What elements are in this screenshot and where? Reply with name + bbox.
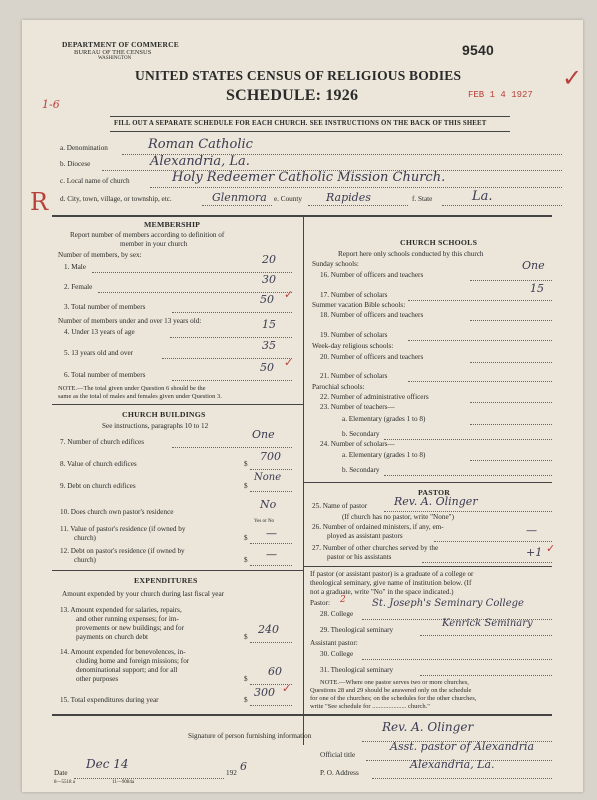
q11-label: 11. Value of pastor's residence (if owned by <box>60 525 186 533</box>
leader-line <box>384 511 552 512</box>
leader-line <box>172 312 292 313</box>
q17-label: 17. Number of scholars <box>320 291 388 299</box>
q1-label: 1. Male <box>64 263 86 271</box>
leader-line <box>420 635 552 636</box>
county-label: e. County <box>274 195 302 203</box>
college-note: If pastor (or assistant pastor) is a graduate of a college or <box>310 570 474 578</box>
census-schedule-form <box>22 20 583 792</box>
assistant-pastor-label: Assistant pastor: <box>310 639 358 647</box>
q15-label: 15. Total expenditures during year <box>60 696 159 704</box>
q23-label: 23. Number of teachers— <box>320 403 395 411</box>
membership-note: same as the total of males and females given under Question 3. <box>58 393 222 400</box>
q3-value: 50 <box>260 293 274 306</box>
q8-value: 700 <box>260 450 281 463</box>
city-field-label: d. City, town, village, or township, etc. <box>60 195 172 203</box>
leader-line <box>434 541 552 542</box>
q22-label: 22. Number of administrative officers <box>320 393 429 401</box>
leader-line <box>250 543 292 544</box>
church-name-label: c. Local name of church <box>60 177 130 185</box>
address-value: Alexandria, La. <box>410 758 495 771</box>
q26-value: — <box>526 524 537 537</box>
leader-line <box>162 358 292 359</box>
q12-value: — <box>266 548 277 561</box>
leader-line <box>250 705 292 706</box>
leader-line <box>470 460 552 461</box>
check-mark-icon: ✓ <box>562 66 583 92</box>
leader-line <box>422 562 552 563</box>
divider <box>110 131 510 132</box>
q14-label: denominational support; and for all <box>76 666 178 674</box>
q16-value: One <box>522 259 545 272</box>
leader-line <box>250 469 292 470</box>
leader-line <box>408 300 552 301</box>
column-divider <box>303 215 304 745</box>
leader-line <box>470 402 552 403</box>
q14-label: 14. Amount expended for benevolences, in- <box>60 648 186 656</box>
dollar-sign: $ <box>244 534 248 542</box>
q6-label: 6. Total number of members <box>64 371 146 379</box>
college-note: theological seminary, give name of institution below. (If <box>310 579 472 587</box>
membership-intro: member in your church <box>120 240 188 248</box>
q29-value: Kenrick Seminary <box>442 618 533 629</box>
q9-value: None <box>254 472 282 483</box>
q26-label: 26. Number of ordained ministers, if any, em- <box>312 523 444 531</box>
margin-mark: R <box>30 188 49 216</box>
divider <box>303 482 552 483</box>
signature-value: Rev. A. Olinger <box>382 720 474 734</box>
q13-value: 240 <box>258 623 279 636</box>
state-line <box>442 205 562 206</box>
q13-label: payments on church debt <box>76 633 149 641</box>
form-number: 9540 <box>462 42 494 58</box>
leader-line <box>74 778 224 779</box>
expenditures-intro: Amount expended by your church during last fiscal year <box>62 590 225 598</box>
city-line <box>202 205 272 206</box>
q4-label: 4. Under 13 years of age <box>64 328 135 336</box>
divider <box>110 116 510 117</box>
q24-label: 24. Number of scholars— <box>320 440 395 448</box>
q13-label: and other running expenses; for im- <box>76 615 179 623</box>
q3-label: 3. Total number of members <box>64 303 146 311</box>
leader-line <box>250 491 292 492</box>
buildings-heading: CHURCH BUILDINGS <box>122 410 206 419</box>
q24b-label: b. Secondary <box>342 466 380 474</box>
q13-label: 13. Amount expended for salaries, repairs, <box>60 606 182 614</box>
q25-hint: (If church has no pastor, write "None") <box>342 513 454 521</box>
q8-label: 8. Value of church edifices <box>60 460 137 468</box>
pastor-note: NOTE.—Where one pastor serves two or more churches, <box>320 679 469 686</box>
divider <box>52 714 552 716</box>
q14-value: 60 <box>268 665 282 678</box>
q19-label: 19. Number of scholars <box>320 331 388 339</box>
q6-value: 50 <box>260 361 274 374</box>
date-label: Date <box>54 769 68 777</box>
check-mark-icon: ✓ <box>284 289 294 301</box>
q10-hint: Yes or No <box>254 519 275 524</box>
q12-label: 12. Debt on pastor's residence (if owned by <box>60 547 185 555</box>
county-line <box>308 205 408 206</box>
q23b-label: b. Secondary <box>342 430 380 438</box>
q15-value: 300 <box>254 686 275 699</box>
state-label: f. State <box>412 195 433 203</box>
received-date-stamp: FEB 1 4 1927 <box>468 90 533 100</box>
leader-line <box>408 381 552 382</box>
leader-line <box>250 642 292 643</box>
q1-value: 20 <box>262 253 276 266</box>
pastor-sub-label: Pastor: <box>310 599 330 607</box>
q10-label: 10. Does church own pastor's residence <box>60 508 174 516</box>
q31-label: 31. Theological seminary <box>320 666 394 674</box>
q16-label: 16. Number of officers and teachers <box>320 271 424 279</box>
leader-line <box>384 439 552 440</box>
red-annotation: 2 <box>340 595 346 605</box>
q13-label: provements or new buildings; and for <box>76 624 184 632</box>
check-mark-icon: ✓ <box>546 543 556 555</box>
address-label: P. O. Address <box>320 769 359 777</box>
members-by-age-label: Number of members under and over 13 years old: <box>58 317 202 325</box>
q28-label: 28. College <box>320 610 354 618</box>
department-label: DEPARTMENT OF COMMERCE <box>62 40 179 49</box>
margin-note: 1-6 <box>42 98 60 111</box>
check-mark-icon: ✓ <box>284 357 294 369</box>
bureau-label: BUREAU OF THE CENSUS <box>74 49 152 56</box>
year-prefix: 192 <box>226 769 237 777</box>
schools-heading: CHURCH SCHOOLS <box>400 238 478 247</box>
membership-heading: MEMBERSHIP <box>144 220 201 229</box>
state-value: La. <box>472 189 493 204</box>
q18-label: 18. Number of officers and teachers <box>320 311 424 319</box>
city-value: Glenmora <box>212 191 267 204</box>
q5-label: 5. 13 years old and over <box>64 349 134 357</box>
buildings-intro: See instructions, paragraphs 10 to 12 <box>102 422 209 430</box>
dollar-sign: $ <box>244 482 248 490</box>
divider <box>52 404 303 405</box>
leader-line <box>408 340 552 341</box>
leader-line <box>470 424 552 425</box>
q10-value: No <box>260 498 277 511</box>
q29-label: 29. Theological seminary <box>320 626 394 634</box>
year-value: 6 <box>240 760 247 773</box>
q25-value: Rev. A. Olinger <box>394 495 478 508</box>
q11-value: — <box>266 527 277 540</box>
sunday-schools-label: Sunday schools: <box>312 260 359 268</box>
official-title-label: Official title <box>320 751 356 759</box>
dollar-sign: $ <box>244 460 248 468</box>
date-value: Dec 14 <box>86 757 129 771</box>
leader-line <box>250 565 292 566</box>
divider <box>52 215 552 217</box>
parochial-schools-label: Parochial schools: <box>312 383 365 391</box>
summer-schools-label: Summer vacation Bible schools: <box>312 301 406 309</box>
dollar-sign: $ <box>244 556 248 564</box>
form-title: UNITED STATES CENSUS OF RELIGIOUS BODIES <box>135 68 462 83</box>
schools-intro: Report here only schools conducted by this church <box>338 250 484 258</box>
membership-intro: Report number of members according to definition of <box>70 231 225 239</box>
denomination-value: Roman Catholic <box>148 137 253 152</box>
q30-label: 30. College <box>320 650 354 658</box>
q7-label: 7. Number of church edifices <box>60 438 145 446</box>
dollar-sign: $ <box>244 696 248 704</box>
diocese-label: b. Diocese <box>60 160 91 168</box>
divider <box>303 566 552 567</box>
pastor-heading: PASTOR <box>418 488 451 497</box>
q14-label: other purposes <box>76 675 119 683</box>
q7-value: One <box>252 428 275 441</box>
q11-label: church) <box>74 534 96 542</box>
church-name-value: Holy Redeemer Catholic Mission Church. <box>172 170 446 185</box>
dollar-sign: $ <box>244 675 248 683</box>
leader-line <box>384 475 552 476</box>
q17-value: 15 <box>530 282 544 295</box>
q24a-label: a. Elementary (grades 1 to 8) <box>342 451 426 459</box>
leader-line <box>420 675 552 676</box>
q14-label: cluding home and foreign missions; for <box>76 657 190 665</box>
q23a-label: a. Elementary (grades 1 to 8) <box>342 415 426 423</box>
leader-line <box>372 778 552 779</box>
church-name-line <box>150 187 562 188</box>
leader-line <box>170 337 292 338</box>
members-by-sex-label: Number of members, by sex: <box>58 251 142 259</box>
weekday-schools-label: Week-day religious schools: <box>312 342 394 350</box>
divider <box>52 570 303 571</box>
q27-label: pastor or his assistants <box>327 553 392 561</box>
leader-line <box>470 362 552 363</box>
form-code: 8—5518 a <box>54 780 75 785</box>
leader-line <box>172 447 292 448</box>
instruction-line: FILL OUT A SEPARATE SCHEDULE FOR EACH CHURCH. SEE INSTRUCTIONS ON THE BACK OF THIS SHEET <box>114 120 487 127</box>
check-mark-icon: ✓ <box>282 683 292 695</box>
q28-value: St. Joseph's Seminary College <box>372 598 524 609</box>
city-label: WASHINGTON <box>98 56 132 61</box>
q27-label: 27. Number of other churches served by the <box>312 544 439 552</box>
denomination-label: a. Denomination <box>60 144 108 152</box>
q26-label: ployed as assistant pastors <box>327 532 403 540</box>
leader-line <box>172 380 292 381</box>
membership-note: NOTE.—The total given under Question 6 should be the <box>58 385 206 392</box>
leader-line <box>470 320 552 321</box>
pastor-note: write "See schedule for ..................... church." <box>310 703 430 710</box>
official-title-value: Asst. pastor of Alexandria <box>390 740 535 753</box>
q25-label: 25. Name of pastor <box>312 502 368 510</box>
q4-value: 15 <box>262 318 276 331</box>
q21-label: 21. Number of scholars <box>320 372 388 380</box>
signature-label: Signature of person furnishing information <box>188 732 312 740</box>
county-value: Rapides <box>326 191 371 204</box>
pastor-note: Questions 28 and 29 should be answered only on the schedule <box>310 687 472 694</box>
leader-line <box>470 280 552 281</box>
q12-label: church) <box>74 556 96 564</box>
pastor-note: for one of the churches; on the schedules for the other churches, <box>310 695 477 702</box>
q9-label: 9. Debt on church edifices <box>60 482 136 490</box>
expenditures-heading: EXPENDITURES <box>134 576 198 585</box>
q5-value: 35 <box>262 339 276 352</box>
schedule-title: SCHEDULE: 1926 <box>226 87 359 104</box>
diocese-value: Alexandria, La. <box>150 154 250 169</box>
form-code-2: 11—9084a <box>112 780 135 785</box>
q20-label: 20. Number of officers and teachers <box>320 353 424 361</box>
college-note: not a graduate, write "No" in the space indicated.) <box>310 588 454 596</box>
q2-label: 2. Female <box>64 283 93 291</box>
leader-line <box>362 659 552 660</box>
dollar-sign: $ <box>244 633 248 641</box>
q27-value: +1 <box>526 546 543 559</box>
q2-value: 30 <box>262 273 276 286</box>
